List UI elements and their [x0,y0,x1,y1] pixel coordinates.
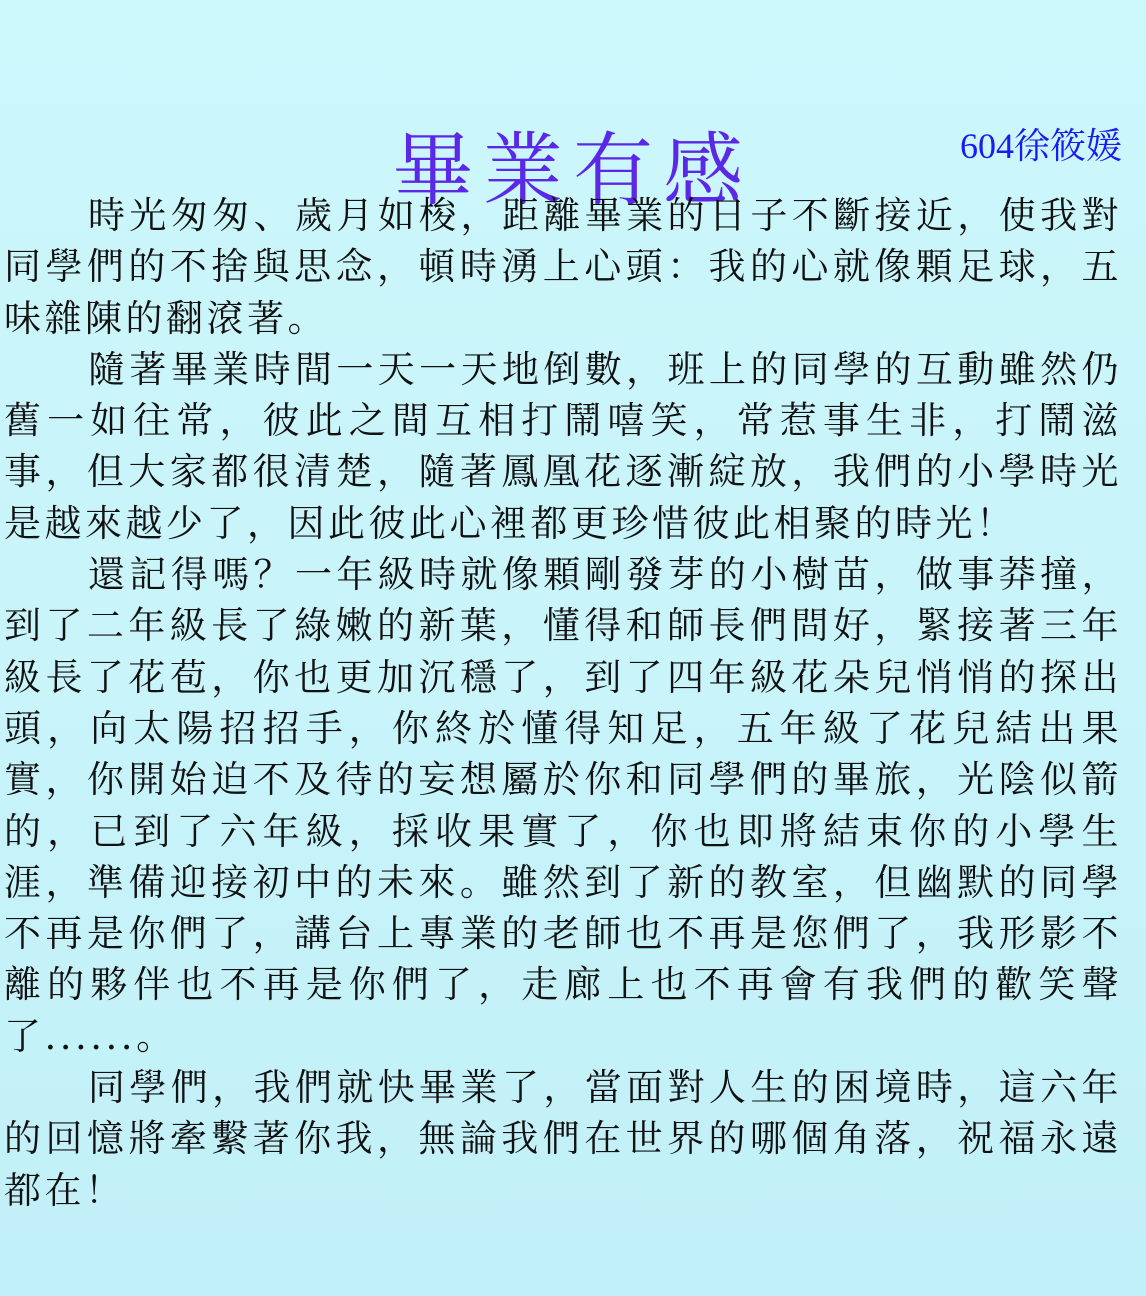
essay-title: 畢業有感 [393,123,753,217]
paragraph-4: 同學們，我們就快畢業了，當面對人生的困境時，這六年的回憶將牽繫著你我，無論我們在世界的哪個角落，祝福永遠都在！ [4,1066,1122,1212]
author-label: 604徐筱媛 [959,126,1122,166]
essay-body [4,190,1122,1216]
paragraph-2: 隨著畢業時間一天一天地倒數，班上的同學的互動雖然仍舊一如往常，彼此之間互相打鬧嘻笑，常惹事生非，打鬧滋事，但大家都很清楚，隨著鳳凰花逐漸綻放，我們的小學時光是越來越少了，因此彼此心裡都更珍惜彼此相聚的時光！ [4,347,1122,545]
paragraph-3: 還記得嗎？一年級時就像顆剛發芽的小樹苗，做事莽撞，到了二年級長了綠嫩的新葉，懂得和師長們問好，緊接著三年級長了花苞，你也更加沉穩了，到了四年級花朵兒悄悄的探出頭，向太陽招招手，你終於懂得知足，五年級了花兒結出果實，你開始迫不及待的妄想屬於你和同學們的畢旅，光陰似箭的，已到了六年級，採收果實了，你也即將結束你的小學生涯，準備迎接初中的未來。雖然到了新的教室，但幽默的同學不再是你們了，講台上專業的老師也不再是您們了，我形影不離的夥伴也不再是你們了，走廊上也不再會有我們的歡笑聲了......。 [4,553,1122,1058]
paragraph-1: 時光匆匆、歲月如梭，距離畢業的日子不斷接近，使我對同學們的不捨與思念，頓時湧上心頭：我的心就像顆足球，五味雜陳的翻滾著。 [4,194,1122,340]
